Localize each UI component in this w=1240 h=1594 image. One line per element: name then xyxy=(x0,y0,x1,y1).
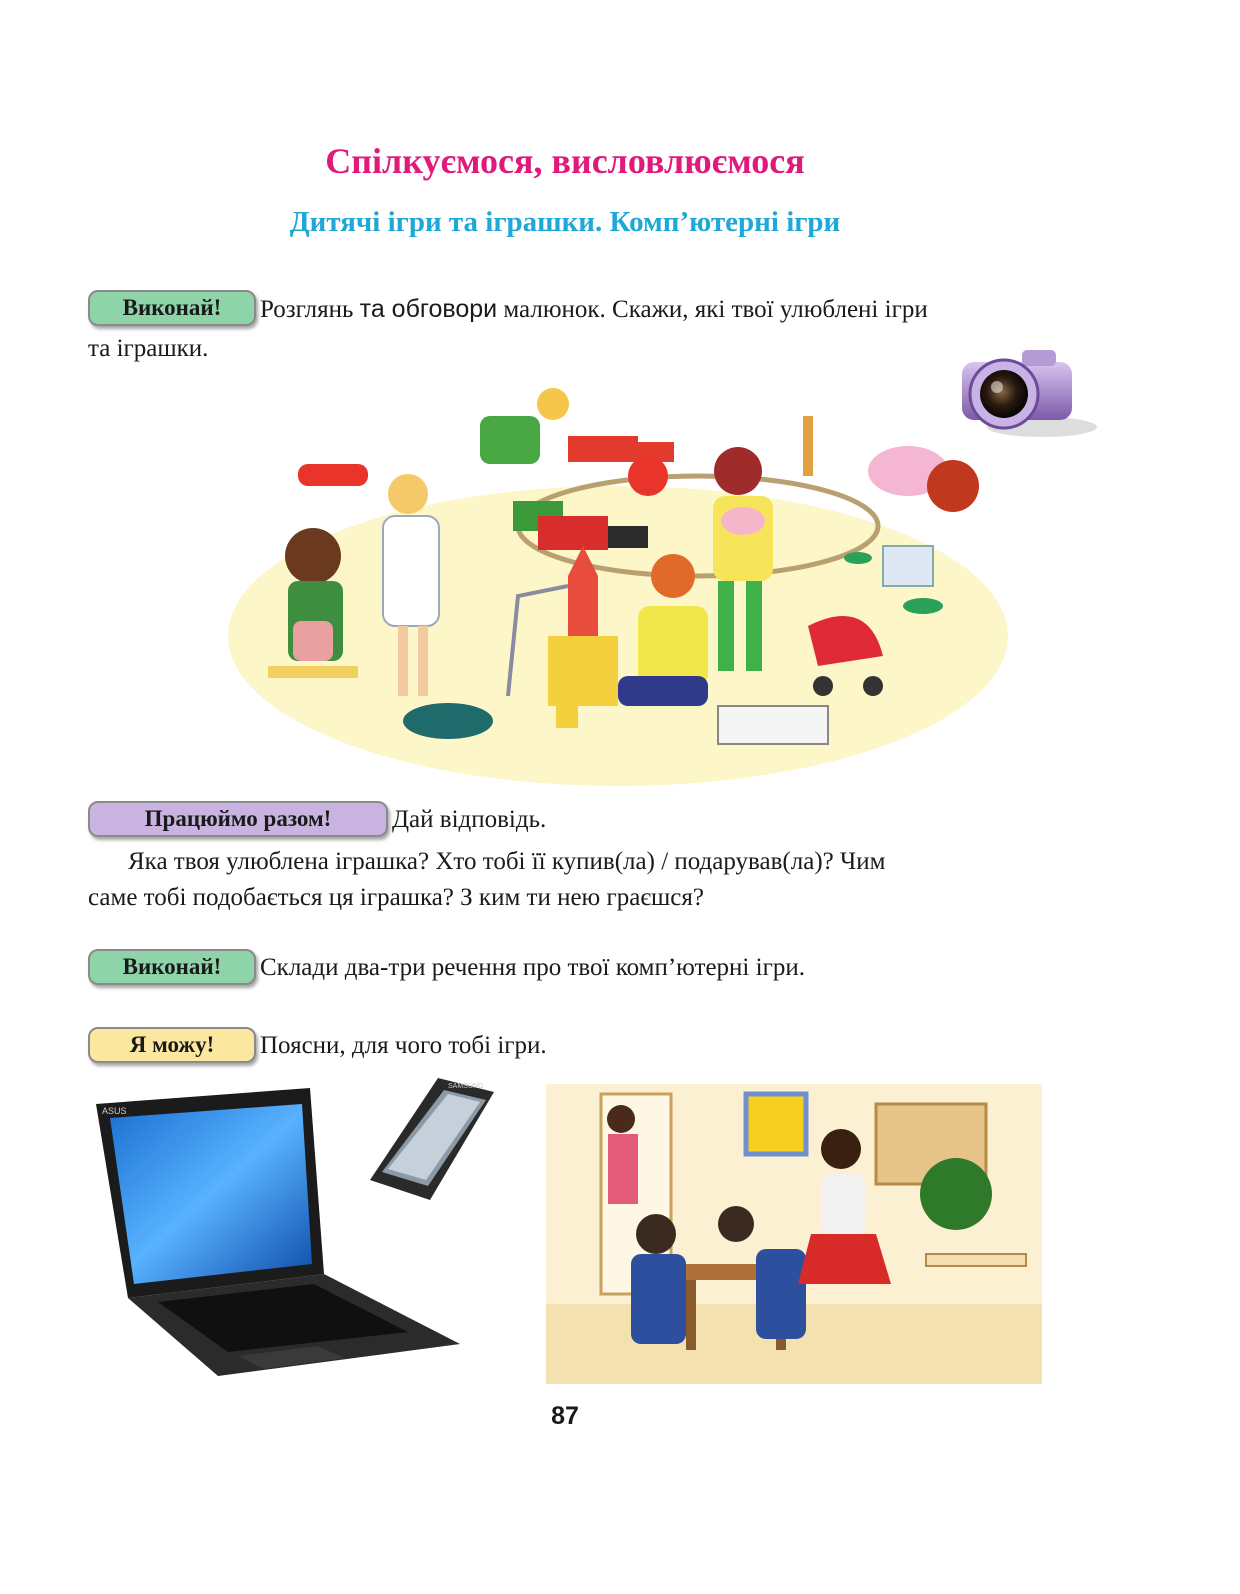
phone-brand: SAMSUNG xyxy=(448,1083,484,1090)
task-2-badge: Працюймо разом! xyxy=(88,801,388,837)
task-1-text-b: малюнок. Скажи, які твої улюблені ігри xyxy=(497,296,928,323)
task-1-text xyxy=(260,296,928,323)
task-2-text: Дай відповідь. xyxy=(392,806,547,833)
toy-car xyxy=(298,464,368,486)
task-3-badge: Виконай! xyxy=(88,949,256,985)
task-1-text-a: Розглянь xyxy=(260,296,360,323)
task-1 xyxy=(88,290,1048,329)
phone-image xyxy=(368,1076,498,1202)
task-4-badge: Я можу! xyxy=(88,1027,256,1063)
page-subtitle: Дитячі ігри та іграшки. Комп’ютерні ігри xyxy=(289,206,841,238)
laptop-brand: ASUS xyxy=(102,1106,127,1116)
page-number: 87 xyxy=(551,1402,579,1430)
task-1-text-highlight: та обговори xyxy=(359,295,498,323)
task-1-badge: Виконай! xyxy=(88,290,256,326)
task-2-questions-line1: Яка твоя улюблена іграшка? Хто тобі її купив(ла) / подарував(ла)? Чим xyxy=(128,848,886,875)
task-2-questions-line2: саме тобі подобається ця іграшка? З ким ти нею граєшся? xyxy=(88,884,705,911)
task-3-text: Склади два-три речення про твої комп’ютерні ігри. xyxy=(260,954,805,981)
room-illustration xyxy=(546,1084,1042,1384)
task-1-text-line2: та іграшки. xyxy=(88,335,209,362)
task-4 xyxy=(88,1027,1048,1065)
task-4-text: Поясни, для чого тобі ігри. xyxy=(260,1032,547,1059)
toys-illustration xyxy=(218,376,1018,796)
task-3 xyxy=(88,949,1048,987)
page-title: Спілкуємося, висловлюємося xyxy=(325,141,805,181)
task-2 xyxy=(88,801,1048,839)
